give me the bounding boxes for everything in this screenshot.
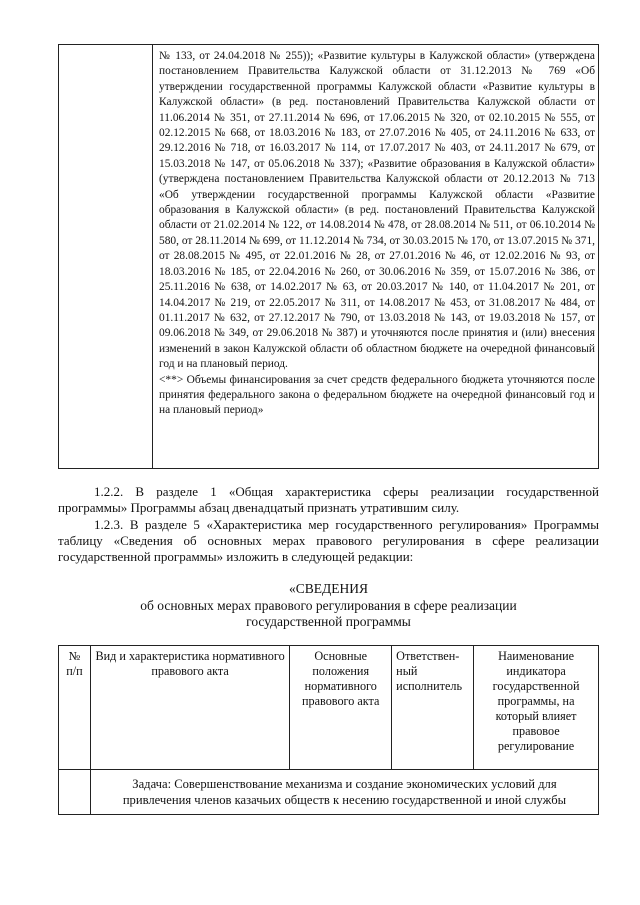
continuation-cell	[159, 49, 595, 419]
header-kind: Вид и характеристика нормативного правового акта	[90, 646, 289, 770]
paragraph-1-2-2: 1.2.2. В разделе 1 «Общая характеристика сферы реализации государственной программы» Программы абзац двенадцатый признать утратившим силу.	[58, 484, 599, 515]
header-indicator: Наименование индикатора государственной программы, на который влияет правовое регулирование	[474, 646, 599, 770]
task-text: Задача: Совершенствование механизма и создание экономических условий для привлечения членов казачьих обществ к несению государственной и иной службы	[90, 770, 598, 815]
header-executor: Ответствен-ный исполнитель	[392, 646, 474, 770]
paragraph-1-2-3: 1.2.3. В разделе 5 «Характеристика мер государственного регулирования» Программы таблицу «Сведения об основных мерах правового регулирования в сфере реализации государственной программы» изложить в следующей редакции:	[58, 517, 599, 564]
continuation-text: № 133, от 24.04.2018 № 255)); «Развитие культуры в Калужской области» (утверждена постановлением Правительства Калужской области от 31.12.2013 № 769 «Об утверждении государственной программы Калужской области «Развитие культуры в Калужской области» (в ред. постановлений Правительства Калужской области от 11.06.2014 № 351, от 27.11.2014 № 696, от 17.06.2015 № 320, от 02.10.2015 № 555, от 02.12.2015 № 668, от 18.03.2016 № 183, от 27.07.2016 № 405, от 24.11.2016 № 633, от 29.12.2016 № 718, от 16.03.2017 № 114, от 17.07.2017 № 403, от 24.11.2017 № 679, от 15.03.2018 № 147, от 05.06.2018 № 337); «Развитие образования в Калужской области» (утверждена постановлением Правительства Калужской области от 20.12.2013 № 713 «Об утверждении государственной программы Калужской области «Развитие образования в Калужской области» (в ред. постановлений Правительства Калужской области от 21.02.2014 № 122, от 14.08.2014 № 478, от 28.08.2014 № 511, от 06.10.2014 № 580, от 28.11.2014 № 699, от 11.12.2014 № 734, от 30.03.2015 № 170, от 13.07.2015 № 371, от 28.08.2015 № 495, от 22.01.2016 № 28, от 27.01.2016 № 46, от 12.02.2016 № 93, от 18.03.2016 № 185, от 22.04.2016 № 260, от 30.06.2016 № 359, от 15.07.2016 № 386, от 25.11.2016 № 638, от 14.02.2017 № 63, от 20.03.2017 № 140, от 11.04.2017 № 201, от 14.04.2017 № 219, от 22.05.2017 № 311, от 14.08.2017 № 453, от 31.08.2017 № 484, от 01.11.2017 № 632, от 27.12.2017 № 790, от 13.03.2018 № 143, от 19.03.2018 № 157, от 09.06.2018 № 349, от 29.06.2018 № 387) и уточняются после принятия и (или) внесения изменений в закон Калужской области об областном бюджете на очередной финансовый год и на плановый период.	[159, 50, 595, 371]
continuation-table	[58, 44, 599, 469]
table-title-line1: «СВЕДЕНИЯ	[289, 581, 368, 596]
header-provisions: Основные положения нормативного правового акта	[290, 646, 392, 770]
header-num: № п/п	[59, 646, 91, 770]
table-header-row	[59, 646, 599, 770]
task-num-cell	[59, 770, 91, 815]
footnote-text: <**> Объемы финансирования за счет средств федерального бюджета уточняются после принятия федерального закона о федеральном бюджете на очередной финансовый год и на плановый период»	[159, 373, 595, 417]
table-title-line2: об основных мерах правового регулирования в сфере реализации	[140, 598, 517, 613]
measures-table	[58, 645, 599, 815]
table-title-line3: государственной программы	[246, 614, 411, 629]
column-divider	[152, 45, 153, 468]
task-row	[59, 770, 599, 815]
